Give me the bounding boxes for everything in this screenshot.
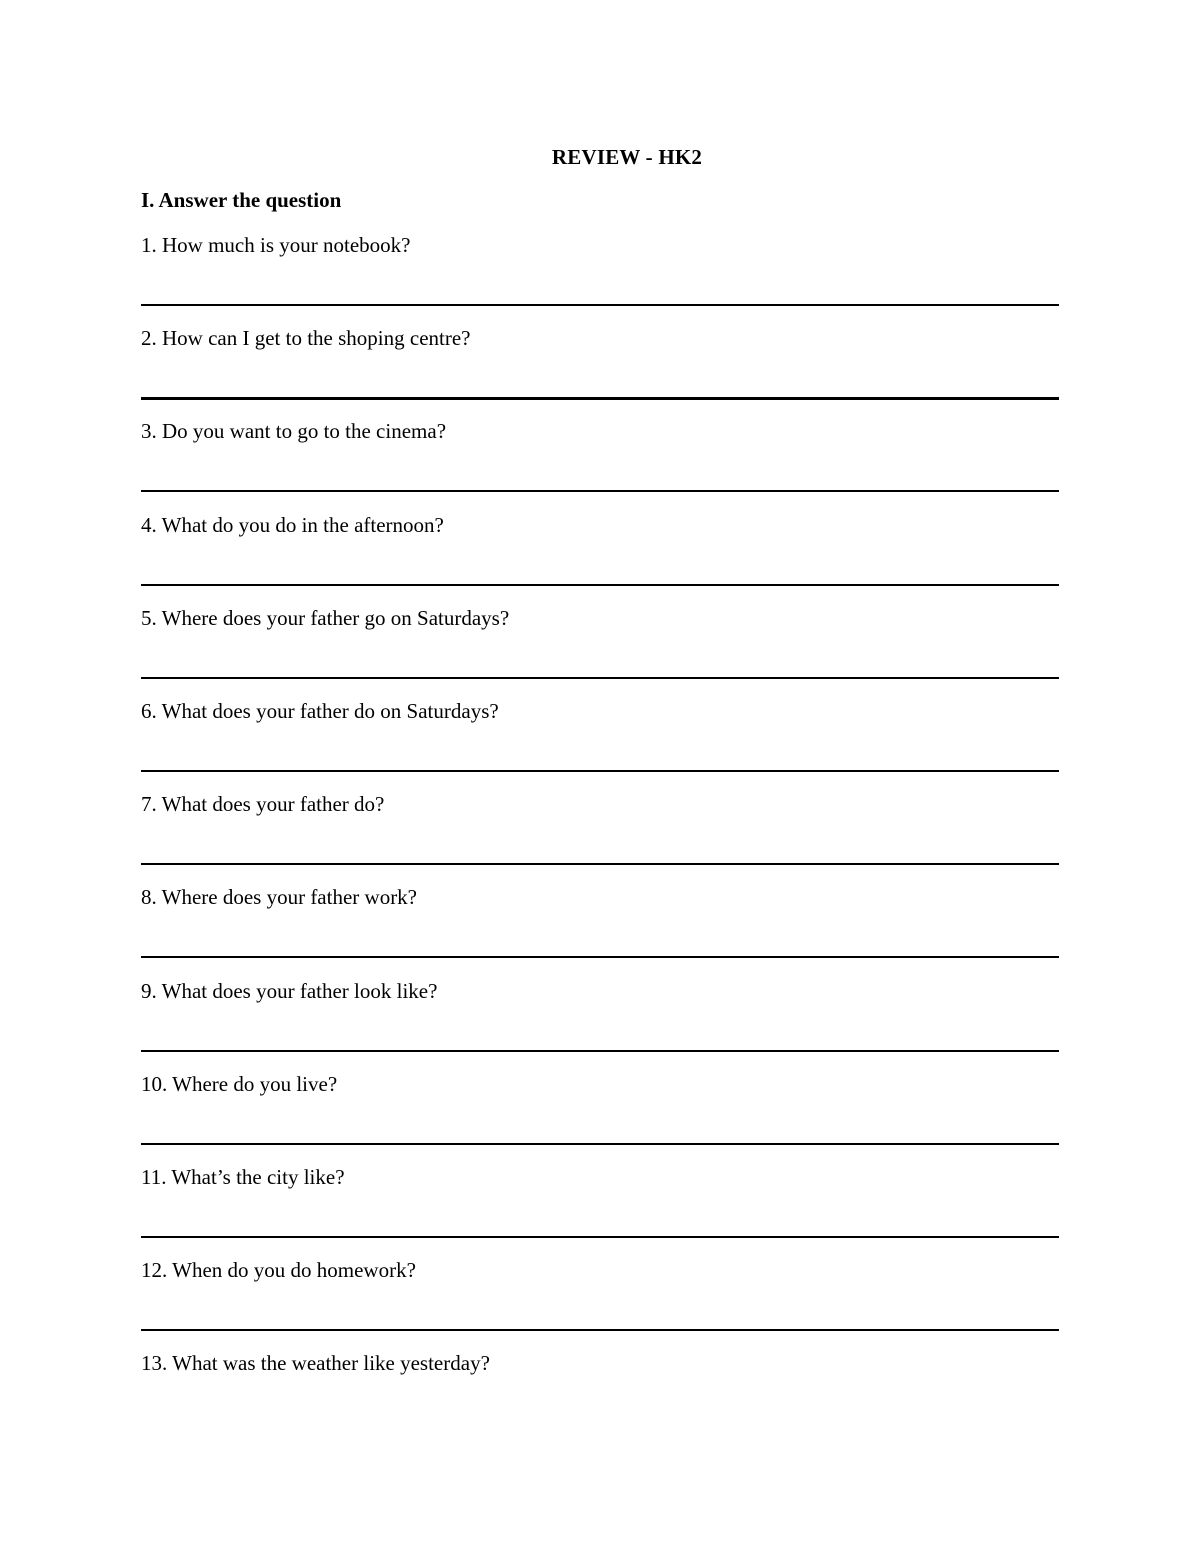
- question-text: 6. What does your father do on Saturdays?: [141, 699, 499, 723]
- answer-line[interactable]: [141, 956, 1059, 958]
- question-text: 4. What do you do in the afternoon?: [141, 513, 444, 537]
- answer-line[interactable]: [141, 677, 1059, 679]
- answer-line[interactable]: [141, 863, 1059, 865]
- answer-line[interactable]: [141, 490, 1059, 492]
- question-text: 10. Where do you live?: [141, 1072, 338, 1096]
- question-text: 12. When do you do homework?: [141, 1258, 416, 1282]
- question-text: 13. What was the weather like yesterday?: [141, 1351, 490, 1375]
- section-heading: I. Answer the question: [141, 188, 342, 212]
- question-text: 9. What does your father look like?: [141, 979, 438, 1003]
- answer-line[interactable]: [141, 584, 1059, 586]
- question-text: 7. What does your father do?: [141, 792, 385, 816]
- question-text: 8. Where does your father work?: [141, 885, 418, 909]
- answer-line[interactable]: [141, 304, 1059, 306]
- answer-line[interactable]: [141, 770, 1059, 772]
- answer-line[interactable]: [141, 1143, 1059, 1145]
- answer-line[interactable]: [141, 1329, 1059, 1331]
- answer-line[interactable]: [141, 397, 1059, 400]
- question-text: 11. What’s the city like?: [141, 1165, 345, 1189]
- answer-line[interactable]: [141, 1236, 1059, 1238]
- page-title: REVIEW - HK2: [551, 145, 703, 169]
- question-text: 5. Where does your father go on Saturdays?: [141, 606, 510, 630]
- question-text: 2. How can I get to the shoping centre?: [141, 326, 471, 350]
- question-text: 3. Do you want to go to the cinema?: [141, 419, 447, 443]
- question-text: 1. How much is your notebook?: [141, 233, 411, 257]
- answer-line[interactable]: [141, 1050, 1059, 1052]
